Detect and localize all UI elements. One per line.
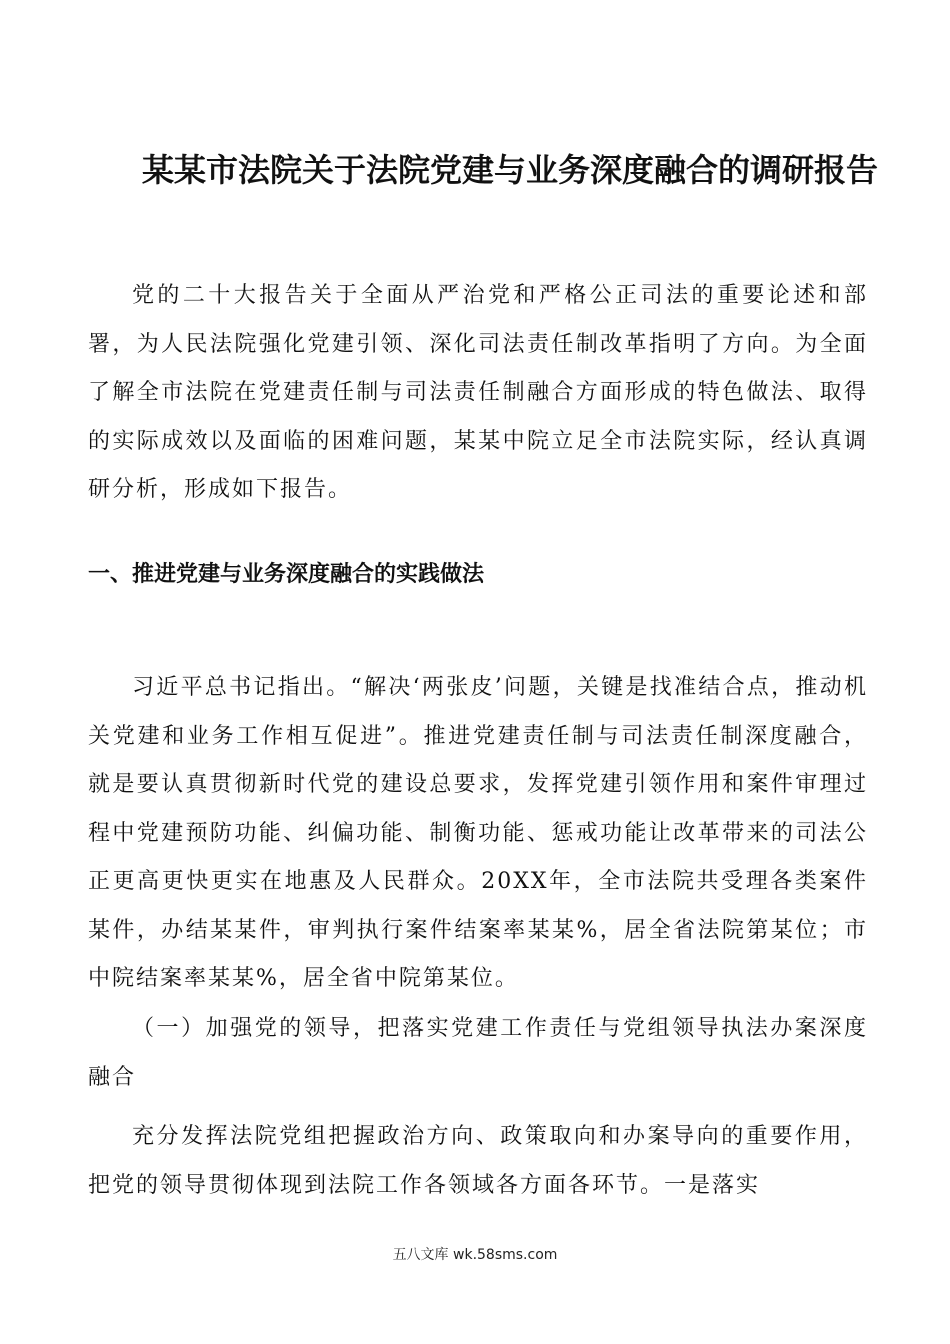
- section-paragraph: 习近平总书记指出。“解决‘两张皮’问题，关键是找准结合点，推动机关党建和业务工作相互促进”。推进党建责任制与司法责任制深度融合，就是要认真贯彻新时代党的建设总要求，发挥党建引领作用和案件审理过程中党建预防功能、纠偏功能、制衡功能、惩戒功能让改革带来的司法公正更高更快更实在地惠及人民群众。20XX年，全市法院共受理各类案件某件，办结某某件，审判执行案件结案率某某%，居全省法院第某位；市中院结案率某某%，居全省中院第某位。: [88, 675, 868, 991]
- intro-paragraph: 党的二十大报告关于全面从严治党和严格公正司法的重要论述和部署，为人民法院强化党建引领、深化司法责任制改革指明了方向。为全面了解全市法院在党建责任制与司法责任制融合方面形成的特色做法、取得的实际成效以及面临的困难问题，某某中院立足全市法院实际，经认真调研分析，形成如下报告。: [88, 283, 868, 502]
- document-title: 某某市法院关于法院党建与业务深度融合的调研报告: [141, 151, 878, 189]
- subsection-paragraph: 充分发挥法院党组把握政治方向、政策取向和办案导向的重要作用，把党的领导贯彻体现到法院工作各领域各方面各环节。一是落实: [88, 1124, 868, 1198]
- section-heading: 一、推进党建与业务深度融合的实践做法: [88, 562, 485, 587]
- subsection-heading: （一）加强党的领导，把落实党建工作责任与党组领导执法办案深度融合: [88, 1016, 868, 1090]
- footer-watermark: 五八文库 wk.58sms.com: [392, 1247, 558, 1263]
